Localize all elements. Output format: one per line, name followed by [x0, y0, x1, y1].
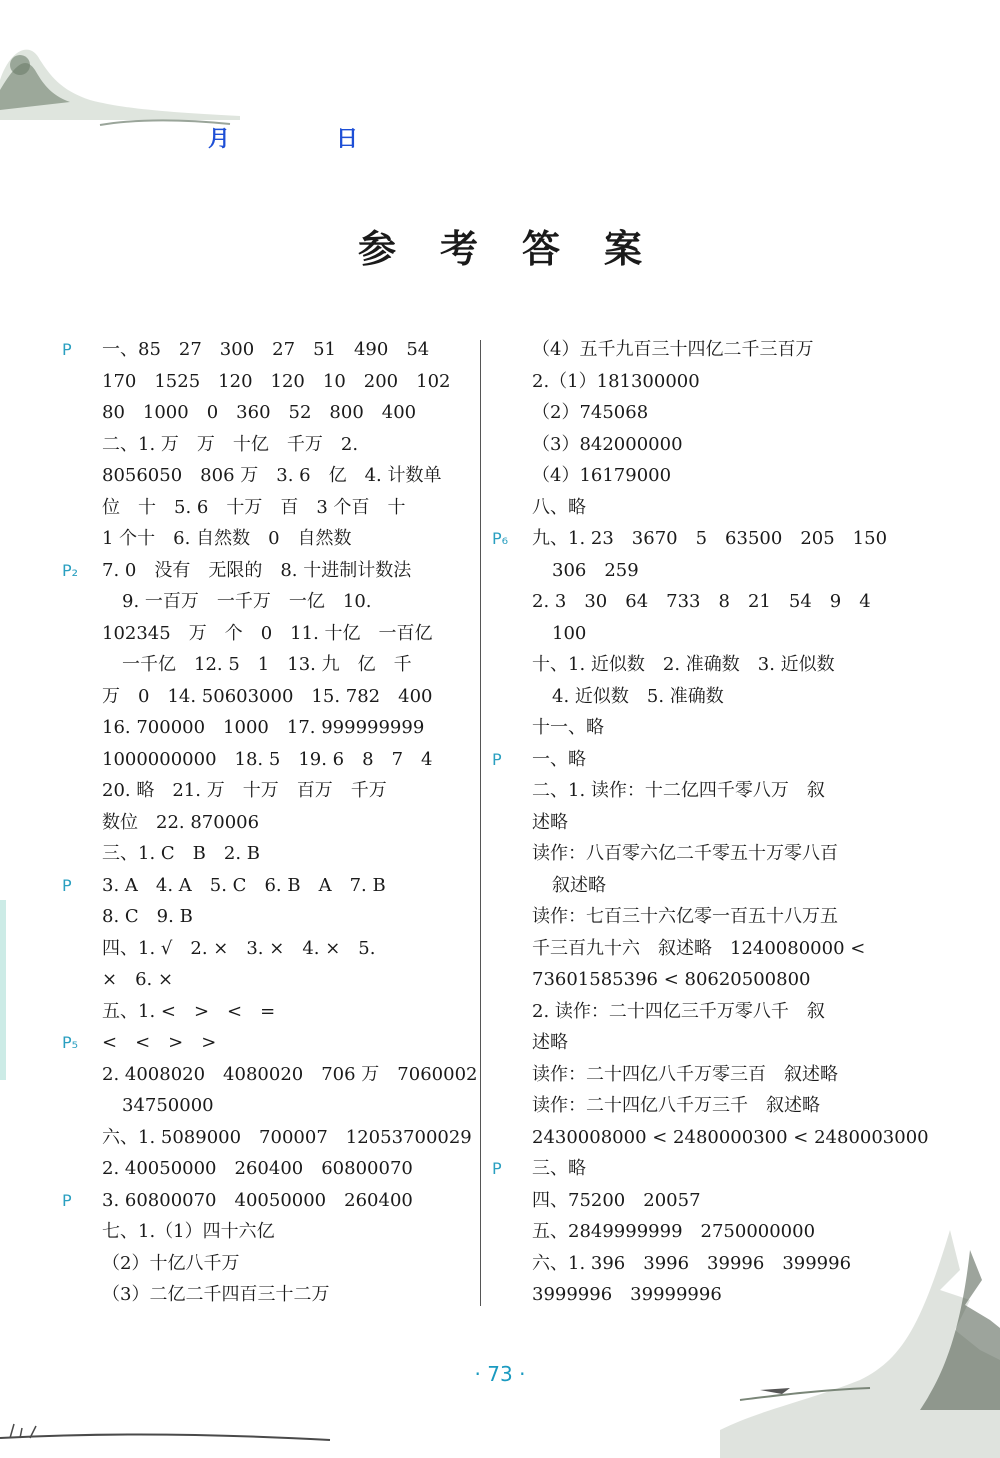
- answer-text: 20. 略 21. 万 十万 百万 千万: [102, 780, 387, 801]
- answer-text: （3）842000000: [532, 433, 683, 455]
- answer-line: [62, 1090, 470, 1122]
- page-number: · 73 ·: [474, 1362, 526, 1386]
- answer-text: 8. C 9. B: [102, 906, 193, 927]
- answer-line: [62, 492, 470, 524]
- answer-line: [62, 460, 470, 492]
- answer-line: [492, 1185, 900, 1217]
- answer-line: [492, 681, 900, 713]
- answer-line: [62, 1216, 470, 1248]
- answer-line: [62, 1059, 478, 1091]
- answer-text: （3）二亿二千四百三十二万: [102, 1284, 330, 1305]
- answer-text: 一、略: [532, 748, 586, 770]
- answer-line: [492, 1122, 929, 1154]
- answer-text: 数位 22. 870006: [102, 811, 260, 833]
- answer-text: （4）16179000: [532, 465, 672, 486]
- answer-text: 2430008000 < 2480000300 < 2480003000: [532, 1126, 929, 1148]
- answer-text: 2. 40050000 260400 60800070: [102, 1158, 413, 1179]
- answer-line: [62, 838, 470, 870]
- answer-text: × 6. ×: [102, 969, 174, 990]
- page-marker: P₂: [62, 560, 79, 580]
- answer-text: 六、1. 396 3996 39996 399996: [532, 1252, 852, 1274]
- answer-text: 16. 700000 1000 17. 999999999: [102, 717, 425, 738]
- answer-line: [62, 523, 470, 555]
- answer-text: 4. 近似数 5. 准确数: [552, 685, 724, 707]
- answer-line: [62, 366, 470, 398]
- answer-line: [62, 555, 470, 587]
- answer-text: 7. 0 没有 无限的 8. 十进制计数法: [102, 559, 412, 581]
- answer-line: [492, 838, 900, 870]
- answer-line: [62, 1248, 470, 1280]
- page-marker: P: [62, 340, 72, 359]
- answer-text: 位 十 5. 6 十万 百 3 个百 十: [102, 496, 406, 518]
- answer-line: [62, 618, 470, 650]
- answer-line: [62, 775, 470, 807]
- answer-text: 五、2849999999 2750000000: [532, 1221, 816, 1242]
- answer-text: 三、略: [532, 1158, 586, 1179]
- answer-line: [492, 1090, 900, 1122]
- answer-text: （2）十亿八千万: [102, 1252, 240, 1274]
- answer-line: [62, 901, 470, 933]
- answer-line: [62, 1279, 470, 1311]
- answer-text: 80 1000 0 360 52 800 400: [102, 402, 417, 423]
- answer-text: 34750000: [122, 1095, 214, 1116]
- answer-text: 2. 3 30 64 733 8 21 54 9 4: [532, 591, 871, 612]
- answer-line: [62, 681, 470, 713]
- answer-line: [492, 555, 900, 587]
- answer-text: 1000000000 18. 5 19. 6 8 7 4: [102, 748, 433, 770]
- answer-text: 四、75200 20057: [532, 1189, 701, 1211]
- page-marker: P: [62, 1190, 72, 1210]
- answer-line: [492, 964, 900, 996]
- page-marker: P: [492, 749, 502, 769]
- answer-line: [62, 429, 470, 461]
- answer-text: 一、85 27 300 27 51 490 54: [102, 339, 430, 360]
- answers-left-column: [62, 334, 478, 1311]
- answer-text: 2. 4008020 4080020 706 万 7060002: [102, 1063, 478, 1085]
- page-marker: P₅: [62, 1033, 79, 1052]
- answer-line: [492, 523, 900, 555]
- answer-line: [492, 334, 900, 366]
- answer-text: 1 个十 6. 自然数 0 自然数: [102, 528, 352, 549]
- answer-text: 十、1. 近似数 2. 准确数 3. 近似数: [532, 654, 835, 675]
- answer-line: [492, 1027, 900, 1059]
- answer-text: 七、1.（1）四十六亿: [102, 1221, 275, 1242]
- answer-text: 9. 一百万 一千万 一亿 10.: [122, 591, 372, 612]
- answer-text: 千三百九十六 叙述略 1240080000 <: [532, 937, 866, 959]
- answer-line: [492, 870, 900, 902]
- answer-line: [62, 870, 470, 902]
- answer-text: 读作：七百三十六亿零一百五十八万五: [532, 906, 838, 927]
- answer-text: 五、1. < > < =: [102, 1000, 276, 1022]
- answer-line: [62, 964, 470, 996]
- answer-text: 8056050 806 万 3. 6 亿 4. 计数单: [102, 465, 442, 486]
- answer-line: [492, 775, 900, 807]
- answer-line: [62, 712, 470, 744]
- answer-line: [492, 397, 900, 429]
- answer-text: 一千亿 12. 5 1 13. 九 亿 千: [122, 654, 412, 675]
- answer-text: 六、1. 5089000 700007 12053700029: [102, 1126, 472, 1148]
- answer-text: 十一、略: [532, 717, 604, 738]
- answer-text: （4）五千九百三十四亿二千三百万: [532, 339, 814, 360]
- page-marker: P₆: [492, 529, 509, 548]
- column-divider: [480, 340, 481, 1306]
- margin-color-strip: [0, 900, 8, 1080]
- answer-text: 102345 万 个 0 11. 十亿 一百亿: [102, 622, 433, 644]
- answer-line: [492, 1248, 900, 1280]
- answer-text: 四、1. √ 2. × 3. × 4. × 5.: [102, 937, 376, 959]
- answer-text: 述略: [532, 1032, 568, 1053]
- answer-line: [492, 1059, 900, 1091]
- answer-line: [492, 901, 900, 933]
- answer-text: < < > >: [102, 1032, 217, 1053]
- answer-text: 170 1525 120 120 10 200 102: [102, 370, 451, 392]
- answer-line: [492, 712, 900, 744]
- page-marker: P: [62, 875, 72, 895]
- answer-text: 100: [552, 622, 587, 644]
- answer-line: [62, 1027, 470, 1059]
- page-title: 参考答案: [357, 226, 686, 271]
- answer-line: [492, 996, 900, 1028]
- answer-line: [62, 334, 470, 366]
- grass-decoration-bottom-left: [0, 1418, 340, 1448]
- answer-line: [492, 492, 900, 524]
- answer-line: [62, 397, 470, 429]
- answer-line: [492, 649, 900, 681]
- answer-line: [62, 1153, 470, 1185]
- answer-text: 2. 读作：二十四亿三千万零八千 叙: [532, 1000, 825, 1022]
- answer-line: [492, 366, 900, 398]
- answer-text: 万 0 14. 50603000 15. 782 400: [102, 685, 433, 707]
- answer-text: 读作：八百零六亿二千零五十万零八百: [532, 843, 838, 864]
- answer-text: 八、略: [532, 496, 586, 518]
- answer-line: [492, 1279, 900, 1311]
- answer-text: （2）745068: [532, 402, 649, 423]
- answer-line: [492, 807, 900, 839]
- answer-line: [62, 744, 470, 776]
- answer-line: [492, 1216, 900, 1248]
- answer-text: 读作：二十四亿八千万三千 叙述略: [532, 1095, 820, 1116]
- answer-line: [62, 996, 470, 1028]
- answer-text: 九、1. 23 3670 5 63500 205 150: [532, 528, 888, 549]
- page-marker: P: [492, 1159, 502, 1178]
- answer-text: 3999996 39999996: [532, 1284, 722, 1305]
- answer-text: 3. 60800070 40050000 260400: [102, 1189, 413, 1211]
- answer-line: [492, 744, 900, 776]
- answer-line: [492, 933, 900, 965]
- month-label: 月: [208, 127, 231, 152]
- answer-text: 73601585396 < 80620500800: [532, 969, 811, 990]
- answer-text: 二、1. 读作：十二亿四千零八万 叙: [532, 780, 825, 801]
- answer-line: [492, 460, 900, 492]
- landscape-decoration-top-left: [0, 20, 240, 150]
- day-label: 日: [336, 127, 359, 152]
- answer-text: 读作：二十四亿八千万零三百 叙述略: [532, 1063, 838, 1085]
- answer-line: [62, 1122, 470, 1154]
- answer-line: [62, 1185, 470, 1217]
- answer-text: 3. A 4. A 5. C 6. B A 7. B: [102, 874, 386, 896]
- answer-line: [492, 1153, 900, 1185]
- answer-line: [492, 429, 900, 461]
- answer-line: [492, 586, 900, 618]
- answer-text: 叙述略: [552, 874, 606, 896]
- answer-text: 三、1. C B 2. B: [102, 843, 261, 864]
- answer-text: 2.（1）181300000: [532, 370, 700, 392]
- answer-line: [62, 649, 470, 681]
- answer-text: 述略: [532, 811, 568, 833]
- answers-right-column: [492, 334, 929, 1311]
- answer-text: 二、1. 万 万 十亿 千万 2.: [102, 433, 359, 455]
- answer-line: [492, 618, 900, 650]
- answer-text: 306 259: [552, 559, 639, 581]
- answer-line: [62, 807, 470, 839]
- answer-line: [62, 933, 470, 965]
- answer-line: [62, 586, 470, 618]
